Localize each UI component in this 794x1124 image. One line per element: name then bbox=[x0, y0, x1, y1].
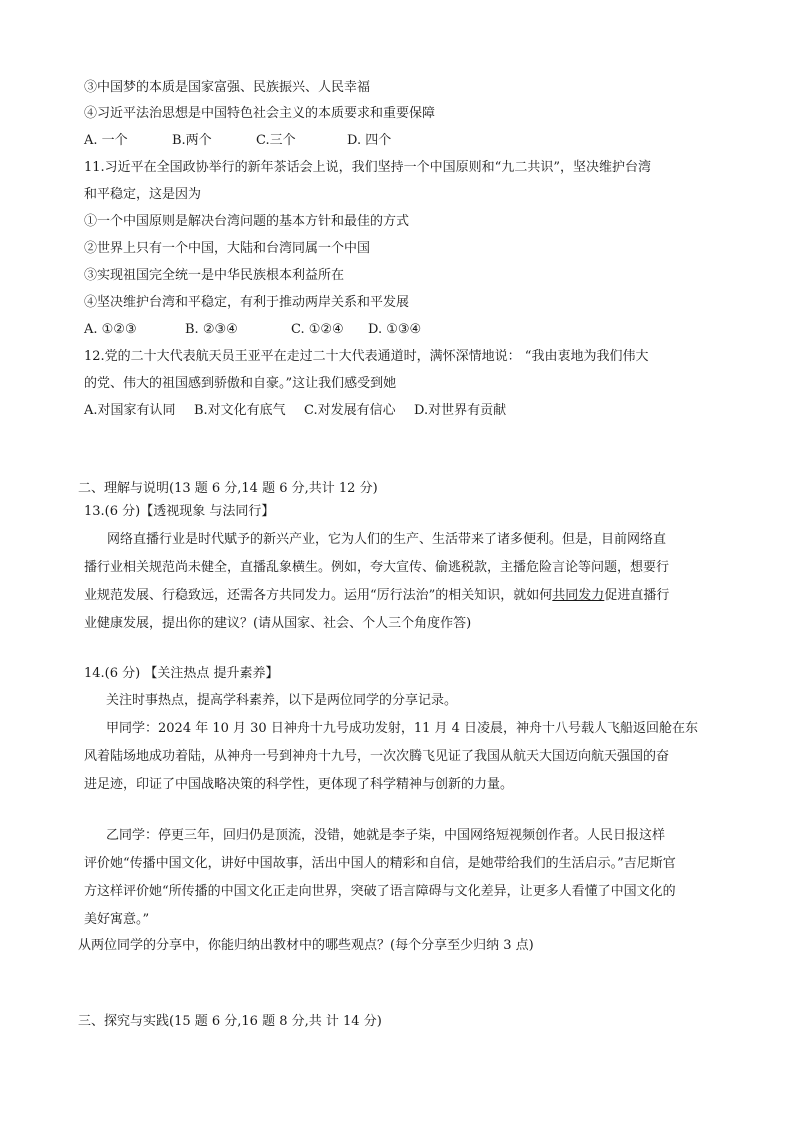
q11-item-3: ③实现祖国完全统一是中华民族根本利益所在 bbox=[84, 268, 345, 283]
q11-option-b: B. ②③④ bbox=[185, 322, 238, 337]
q13-line-3-tail: 促进直播行 bbox=[604, 588, 670, 603]
q13-underlined-phrase: 共同发力 bbox=[552, 588, 605, 603]
q10-option-a: A. 一个 bbox=[84, 133, 128, 148]
section-3-heading: 三、探究与实践(15 题 6 分,16 题 8 分,共 计 14 分) bbox=[78, 1014, 382, 1029]
q12-option-d: D.对世界有贡献 bbox=[414, 403, 507, 418]
q12-stem-line-1: 12.党的二十大代表航天员王亚平在走过二十大代表通道时，满怀深情地说： “我由衷地为我们伟大 bbox=[84, 349, 649, 364]
section-2-heading: 二、理解与说明(13 题 6 分,14 题 6 分,共计 12 分) bbox=[78, 481, 378, 496]
q10-option-b: B.两个 bbox=[172, 133, 212, 148]
q10-options bbox=[84, 132, 391, 150]
q11-item-4: ④坚决维护台湾和平稳定，有利于推动两岸关系和平发展 bbox=[84, 295, 410, 310]
q14-intro: 关注时事热点，提高学科素养，以下是两位同学的分享记录。 bbox=[106, 693, 458, 708]
q14-student-b-line-1: 乙同学：停更三年，回归仍是顶流，没错，她就是李子柒，中国网络短视频创作者。人民日报这样 bbox=[106, 828, 666, 843]
q13-line-3-text: 业规范发展、行稳致远，还需各方共同发力。运用“厉行法治”的相关知识，就如何 bbox=[84, 588, 553, 603]
q12-option-c: C.对发展有信心 bbox=[304, 403, 396, 418]
q14-student-a-line-2: 风着陆场地成功着陆，从神舟一号到神舟十九号，一次次腾飞见证了我国从航天大国迈向航天强国的奋 bbox=[84, 749, 670, 764]
q13-title: 13.(6 分)【透视现象 与法同行】 bbox=[84, 504, 275, 519]
q10-option-d: D. 四个 bbox=[347, 133, 392, 148]
q12-options bbox=[84, 402, 506, 420]
q13-paragraph-line-1: 网络直播行业是时代赋予的新兴产业，它为人们的生产、生活带来了诸多便利。但是，目前网络直 bbox=[107, 532, 667, 547]
q11-stem-line-1: 11.习近平在全国政协举行的新年茶话会上说，我们坚持一个中国原则和“九二共识”，坚决维护台湾 bbox=[84, 160, 651, 175]
q11-option-c: C. ①②④ bbox=[291, 322, 344, 337]
q10-item-3: ③中国梦的本质是国家富强、民族振兴、人民幸福 bbox=[84, 80, 371, 95]
q14-student-a-line-1: 甲同学：2024 年 10 月 30 日神舟十九号成功发射，11 月 4 日凌晨，神舟十八号载人飞船返回舱在东 bbox=[106, 721, 699, 736]
q10-option-c: C.三个 bbox=[256, 133, 296, 148]
q11-option-d: D. ①③④ bbox=[368, 322, 422, 337]
q14-student-b-line-2: 评价她“传播中国文化，讲好中国故事，活出中国人的精彩和自信，是她带给我们的生活启示。”吉尼斯官 bbox=[84, 856, 676, 871]
q11-stem-line-2: 和平稳定，这是因为 bbox=[84, 187, 202, 202]
q11-options bbox=[84, 321, 421, 339]
q14-student-b-line-3: 方这样评价她“所传播的中国文化正走向世界，突破了语言障碍与文化差异，让更多人看懂了中国文化的 bbox=[84, 884, 676, 899]
q13-paragraph-line-4: 业健康发展，提出你的建议？(请从国家、社会、个人三个角度作答) bbox=[84, 616, 472, 631]
q13-paragraph-line-2: 播行业相关规范尚未健全，直播乱象横生。例如，夸大宣传、偷逃税款，主播危险言论等问题，想要行 bbox=[84, 560, 670, 575]
q10-item-4: ④习近平法治思想是中国特色社会主义的本质要求和重要保障 bbox=[84, 106, 436, 121]
q12-option-a: A.对国家有认同 bbox=[84, 403, 176, 418]
q11-item-2: ②世界上只有一个中国，大陆和台湾同属一个中国 bbox=[84, 241, 371, 256]
q11-item-1: ①一个中国原则是解决台湾问题的基本方针和最佳的方式 bbox=[84, 214, 410, 229]
q14-student-a-line-3: 进足迹，印证了中国战略决策的科学性，更体现了科学精神与创新的力量。 bbox=[84, 777, 514, 792]
q14-question: 从两位同学的分享中，你能归纳出教材中的哪些观点？(每个分享至少归纳 3 点) bbox=[78, 938, 534, 953]
q14-student-b-line-4: 美好寓意。” bbox=[84, 912, 150, 927]
q12-option-b: B.对文化有底气 bbox=[194, 403, 286, 418]
q14-title: 14.(6 分) 【关注热点 提升素养】 bbox=[84, 666, 279, 681]
q12-stem-line-2: 的党、伟大的祖国感到骄傲和自豪。”这让我们感受到她 bbox=[84, 376, 397, 391]
q11-option-a: A. ①②③ bbox=[84, 322, 137, 337]
q13-paragraph-line-3 bbox=[84, 587, 669, 605]
